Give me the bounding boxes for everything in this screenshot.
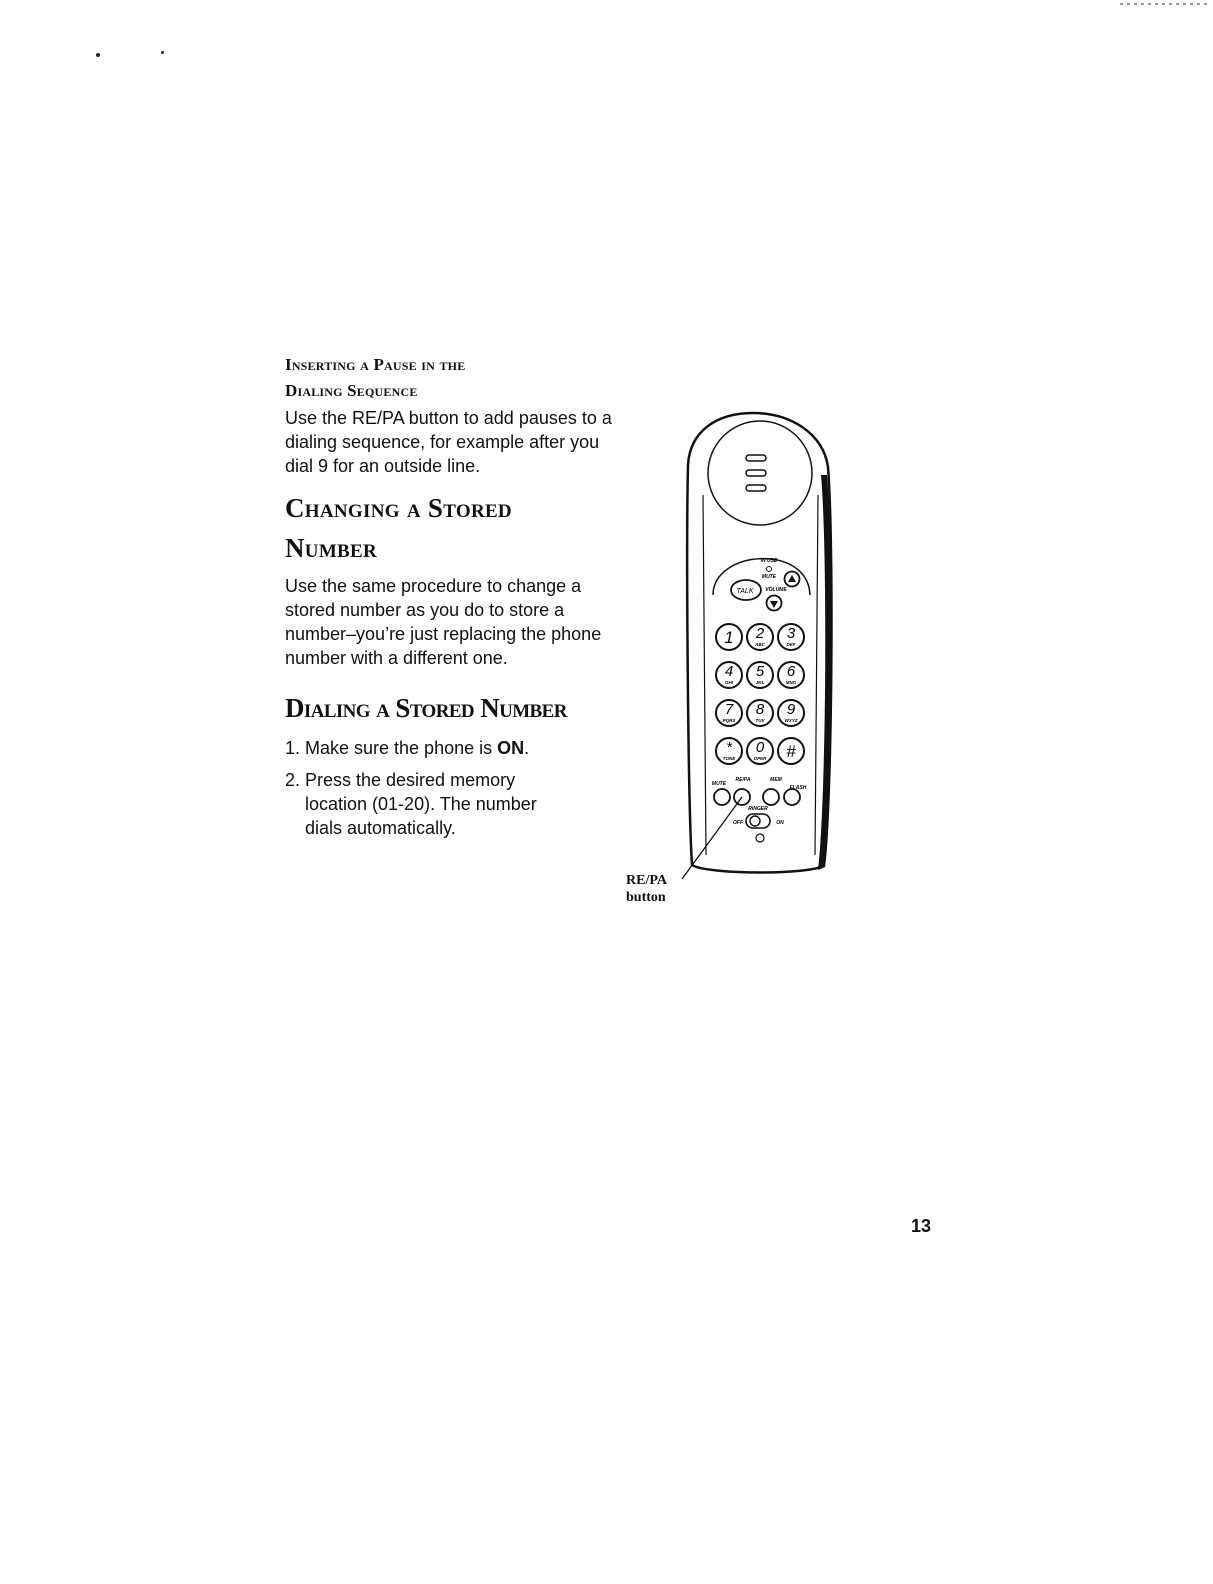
- pause-title-line1: Inserting a Pause in the: [285, 355, 466, 374]
- pause-title-line2: Dialing Sequence: [285, 381, 418, 400]
- key-digit: *: [726, 739, 732, 756]
- talk-label: TALK: [736, 588, 754, 595]
- ringer-off-label: OFF: [733, 820, 743, 826]
- earpiece: [708, 421, 812, 525]
- volume-label: VOLUME: [765, 587, 787, 593]
- key-letters: PQRS: [722, 718, 736, 723]
- flash-button: [784, 789, 800, 805]
- step-text-bold: ON: [497, 738, 525, 758]
- key-digit: 0: [755, 739, 765, 756]
- cordless-handset-illustration: [618, 405, 848, 915]
- keypad-key-6: [778, 662, 804, 688]
- key-letters: TUV: [755, 718, 765, 723]
- step-number: 1.: [285, 738, 301, 758]
- keypad-key-1: [716, 624, 742, 650]
- mem-button: [763, 789, 779, 805]
- step-number: 2.: [285, 770, 301, 790]
- step-text-pre: Make sure the phone is: [305, 738, 498, 758]
- keypad-key-7: [716, 700, 742, 726]
- text-column: [285, 352, 615, 840]
- mute-label: MUTE: [711, 781, 727, 787]
- ringer-switch-knob: [750, 816, 760, 826]
- key-digit: 7: [724, 701, 734, 718]
- ringer-on-label: ON: [776, 820, 784, 826]
- key-letters: OPER: [753, 756, 767, 761]
- microphone-hole: [756, 834, 764, 842]
- key-digit: 2: [755, 625, 765, 642]
- change-title-line2: Number: [285, 533, 378, 563]
- keypad-key-5: [747, 662, 773, 688]
- scan-speck: [96, 53, 100, 57]
- callout-line2: button: [626, 890, 666, 905]
- key-digit: 3: [786, 625, 796, 642]
- keypad-key-8: [747, 700, 773, 726]
- keypad-key-pound: [778, 738, 804, 764]
- key-letters: TONE: [722, 756, 736, 761]
- pause-body: Use the RE/PA button to add pauses to a dialing sequence, for example after you dial 9 for an outside line.: [285, 408, 612, 476]
- keypad-key-9: [778, 700, 804, 726]
- scan-speck: [161, 51, 164, 54]
- mem-label: MEM: [770, 777, 782, 783]
- mute-small-label: MUTE: [761, 574, 777, 580]
- callout-line1: RE/PA: [626, 873, 667, 888]
- dial-title: Dialing a Stored Number: [285, 693, 567, 723]
- change-title-line1: Changing a Stored: [285, 493, 512, 523]
- repa-label: RE/PA: [735, 777, 751, 783]
- step-text: Press the desired memory location (01-20). The number dials automatically.: [305, 770, 537, 838]
- key-digit: 6: [786, 663, 796, 680]
- step-text-post: .: [524, 738, 530, 758]
- key-digit: #: [786, 742, 796, 761]
- key-digit: 1: [724, 628, 734, 647]
- scan-artifact: [1120, 3, 1210, 5]
- repa-callout: [626, 872, 667, 906]
- key-letters: ABC: [755, 642, 765, 647]
- key-letters: JKL: [755, 680, 765, 685]
- key-letters: DEF: [786, 642, 796, 647]
- page-number: 13: [911, 1216, 932, 1236]
- keypad-key-2: [747, 624, 773, 650]
- key-letters: GHI: [724, 680, 734, 685]
- key-digit: 4: [724, 663, 734, 680]
- mute-button: [714, 789, 730, 805]
- step-text: [305, 736, 615, 760]
- flash-label: FLASH: [789, 785, 807, 791]
- key-digit: 8: [755, 701, 765, 718]
- keypad-key-3: [778, 624, 804, 650]
- step-item: [285, 736, 615, 760]
- key-digit: 5: [755, 663, 765, 680]
- change-body: Use the same procedure to change a stored number as you do to store a number–you’re just replacing the phone number with a different one.: [285, 576, 602, 668]
- key-letters: MNO: [785, 680, 797, 685]
- ringer-label: RINGER: [748, 806, 768, 812]
- step-item: [285, 768, 555, 840]
- key-digit: 9: [786, 701, 796, 718]
- keypad-key-4: [716, 662, 742, 688]
- key-letters: WXYZ: [784, 718, 798, 723]
- in-use-label: IN USE: [760, 558, 778, 564]
- keypad-key-star: [716, 738, 742, 764]
- keypad-key-0: [747, 738, 773, 764]
- dial-steps: [285, 736, 615, 840]
